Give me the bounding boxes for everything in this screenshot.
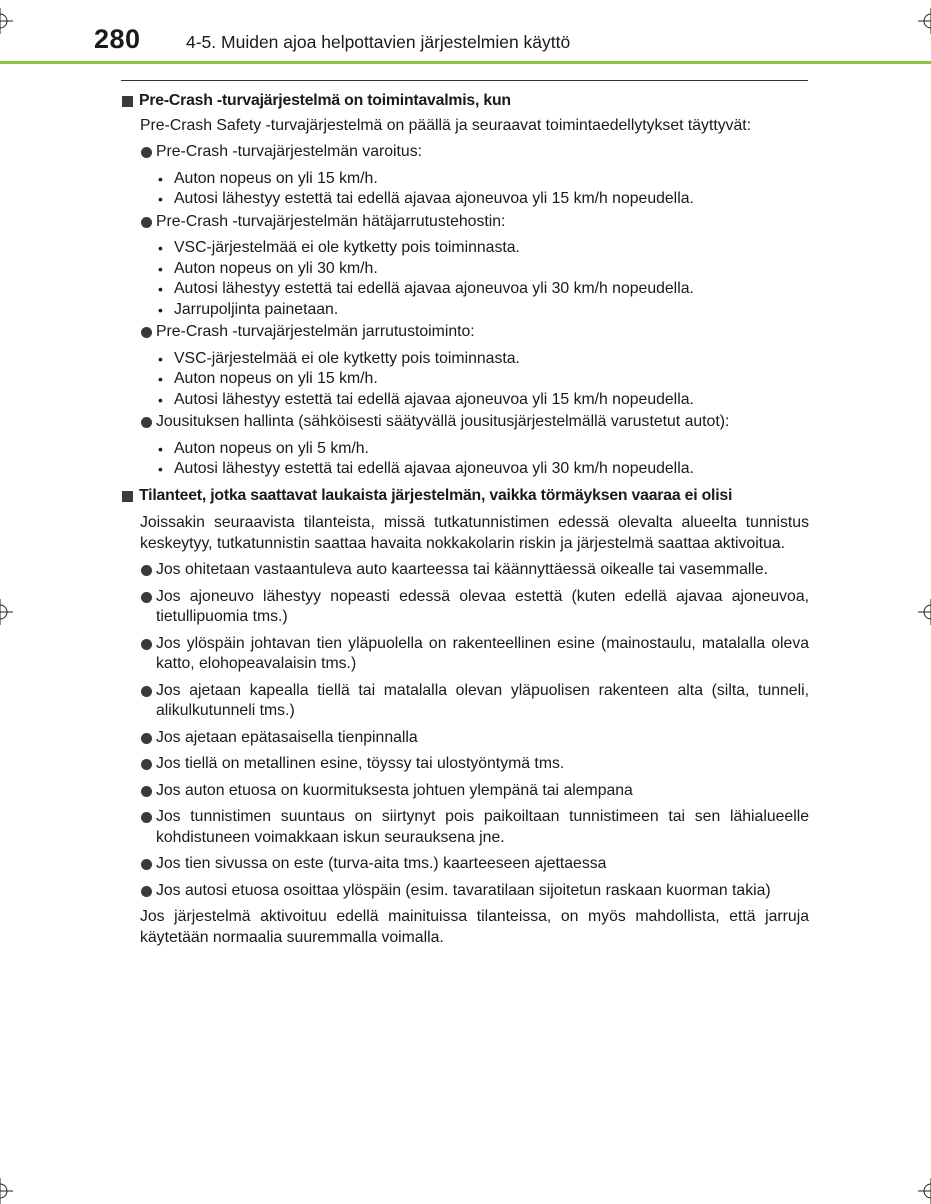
sub-list-item-text: Autosi lähestyy estettä tai edellä ajavaa ajoneuvoa yli 15 km/h nopeudella. [174, 390, 694, 408]
sub-list-item [121, 238, 809, 259]
list-item-text: Jos ajetaan kapealla tiellä tai matalalla olevan yläpuolisen rakenteen alta (silta, tunneli, alikulkutunneli tms.) [156, 681, 809, 719]
round-bullet-icon [141, 686, 152, 697]
small-bullet-icon: • [158, 461, 163, 477]
round-bullet-icon [141, 147, 152, 158]
list-item [121, 728, 809, 749]
list-item-text: Pre-Crash -turvajärjestelmän varoitus: [156, 143, 423, 160]
section-intro: Joissakin seuraavista tilanteista, missä tutkatunnistimen edessä olevalta alueelta tunnistus keskeytyy, tutkatunnistin saattaa havaita nokkakolarin riskin ja järjestelmä saattaa aktivoitua. [140, 514, 809, 552]
sub-list [121, 349, 809, 411]
list-item-text: Jos tiellä on metallinen esine, töyssy tai ulostyöntymä tms. [156, 755, 565, 772]
list-item [121, 560, 809, 581]
round-bullet-icon [141, 733, 152, 744]
list-item [121, 142, 809, 163]
sub-list-item-text: VSC-järjestelmää ei ole kytketty pois toiminnasta. [174, 349, 520, 367]
sub-list-item [121, 459, 809, 480]
list-item-text: Jos autosi etuosa osoittaa ylöspäin (esim. tavaratilaan sijoitetun raskaan kuorman takia) [156, 881, 771, 899]
small-bullet-icon: • [158, 350, 163, 367]
round-bullet-icon [141, 886, 152, 897]
round-bullet-icon [141, 786, 152, 797]
sub-list-item-text: Auton nopeus on yli 5 km/h. [174, 439, 369, 457]
header-divider [0, 61, 931, 64]
sub-list-item-text: Autosi lähestyy estettä tai edellä ajavaa ajoneuvoa yli 15 km/h nopeudella. [174, 190, 694, 207]
section-intro: Pre-Crash Safety -turvajärjestelmä on päällä ja seuraavat toimintaedellytykset täyttyvät: [140, 116, 752, 134]
sub-list-item [121, 189, 809, 210]
list-item-text: Pre-Crash -turvajärjestelmän jarrutustoiminto: [156, 323, 475, 340]
section-heading [121, 486, 809, 507]
registration-mark-icon [918, 599, 931, 625]
small-bullet-icon: • [158, 371, 163, 387]
sub-list-item-text: Autosi lähestyy estettä tai edellä ajavaa ajoneuvoa yli 30 km/h nopeudella. [174, 280, 694, 297]
list-item [121, 807, 809, 848]
list-item [121, 681, 809, 722]
list-item [121, 754, 809, 775]
registration-mark-icon [918, 8, 931, 34]
small-bullet-icon: • [158, 191, 163, 207]
sub-list [121, 169, 809, 210]
sub-list-item-text: Auton nopeus on yli 15 km/h. [174, 370, 378, 387]
content-top-rule [121, 80, 808, 81]
sub-list-item [121, 259, 809, 280]
list-item-text: Jos ajetaan epätasaisella tienpinnalla [156, 728, 418, 746]
list-item-text: Jos auton etuosa on kuormituksesta johtuen ylempänä tai alempana [156, 781, 633, 799]
sub-list-item-text: VSC-järjestelmää ei ole kytketty pois toiminnasta. [174, 239, 520, 256]
sub-list [121, 439, 809, 480]
small-bullet-icon: • [158, 260, 163, 277]
list-item [121, 212, 809, 233]
small-bullet-icon: • [158, 240, 163, 256]
registration-mark-icon [918, 1178, 931, 1204]
list-item [121, 322, 809, 343]
sub-list-item-text: Autosi lähestyy estettä tai edellä ajavaa ajoneuvoa yli 30 km/h nopeudella. [174, 460, 694, 477]
list-item-text: Pre-Crash -turvajärjestelmän hätäjarrutustehostin: [156, 212, 506, 230]
list-item-text: Jos tien sivussa on este (turva-aita tms.) kaarteeseen ajettaessa [156, 855, 607, 872]
sub-list-item [121, 390, 809, 411]
sub-list-item-text: Auton nopeus on yli 30 km/h. [174, 259, 378, 277]
section-heading-text: Pre-Crash -turvajärjestelmä on toimintavalmis, kun [139, 92, 511, 109]
list-item-text: Jos tunnistimen suuntaus on siirtynyt pois paikoiltaan tunnistimeen tai sen lähialueelle kohdistuneen voimakkaan iskun seurauksena jne. [156, 808, 809, 846]
small-bullet-icon: • [158, 440, 163, 457]
chapter-title: 4-5. Muiden ajoa helpottavien järjestelmien käyttö [186, 32, 571, 52]
sub-list-item [121, 279, 809, 300]
round-bullet-icon [141, 327, 152, 338]
square-bullet-icon [122, 96, 133, 107]
list-item-text: Jos ajoneuvo lähestyy nopeasti edessä olevaa estettä (kuten edellä ajavaa ajoneuvoa, tietullipuomia tms.) [156, 587, 809, 625]
sub-list-item [121, 369, 809, 390]
list-item [121, 854, 809, 875]
list-item-text: Jousituksen hallinta (sähköisesti säätyvällä jousitusjärjestelmällä varustetut autot): [156, 413, 730, 430]
registration-mark-icon [0, 599, 13, 625]
round-bullet-icon [141, 417, 152, 428]
sub-list-item [121, 349, 809, 370]
registration-mark-icon [0, 8, 13, 34]
sub-list-item [121, 169, 809, 190]
list-item-text: Jos ohitetaan vastaantuleva auto kaarteessa tai käännyttäessä oikealle tai vasemmalle. [156, 561, 769, 578]
round-bullet-icon [141, 217, 152, 228]
small-bullet-icon: • [158, 281, 163, 297]
sub-list-item-text: Jarrupoljinta painetaan. [174, 300, 339, 318]
page-number: 280 [94, 24, 141, 54]
page-body [121, 91, 809, 948]
list-item-text: Jos ylöspäin johtavan tien yläpuolella on rakenteellinen esine (mainostaulu, matalalla oleva katto, elohopeavalaisin tms.) [156, 634, 809, 672]
list-item [121, 587, 809, 628]
closing-paragraph: Jos järjestelmä aktivoituu edellä mainituissa tilanteissa, on myös mahdollista, että jarruja käytetään normaalia suuremmalla voimalla. [140, 908, 809, 946]
sub-list-item [121, 439, 809, 460]
round-bullet-icon [141, 592, 152, 603]
round-bullet-icon [141, 759, 152, 770]
small-bullet-icon: • [158, 391, 163, 408]
small-bullet-icon: • [158, 301, 163, 318]
sub-list [121, 238, 809, 320]
round-bullet-icon [141, 565, 152, 576]
round-bullet-icon [141, 639, 152, 650]
round-bullet-icon [141, 812, 152, 823]
registration-mark-icon [0, 1178, 13, 1204]
square-bullet-icon [122, 491, 133, 502]
section-heading-text: Tilanteet, jotka saattavat laukaista järjestelmän, vaikka törmäyksen vaaraa ei olisi [139, 486, 733, 504]
list-item [121, 881, 809, 902]
list-item [121, 412, 809, 433]
round-bullet-icon [141, 859, 152, 870]
list-item [121, 781, 809, 802]
sub-list-item-text: Auton nopeus on yli 15 km/h. [174, 169, 378, 187]
section-heading [121, 91, 809, 112]
small-bullet-icon: • [158, 170, 163, 187]
list-item [121, 634, 809, 675]
sub-list-item [121, 300, 809, 321]
